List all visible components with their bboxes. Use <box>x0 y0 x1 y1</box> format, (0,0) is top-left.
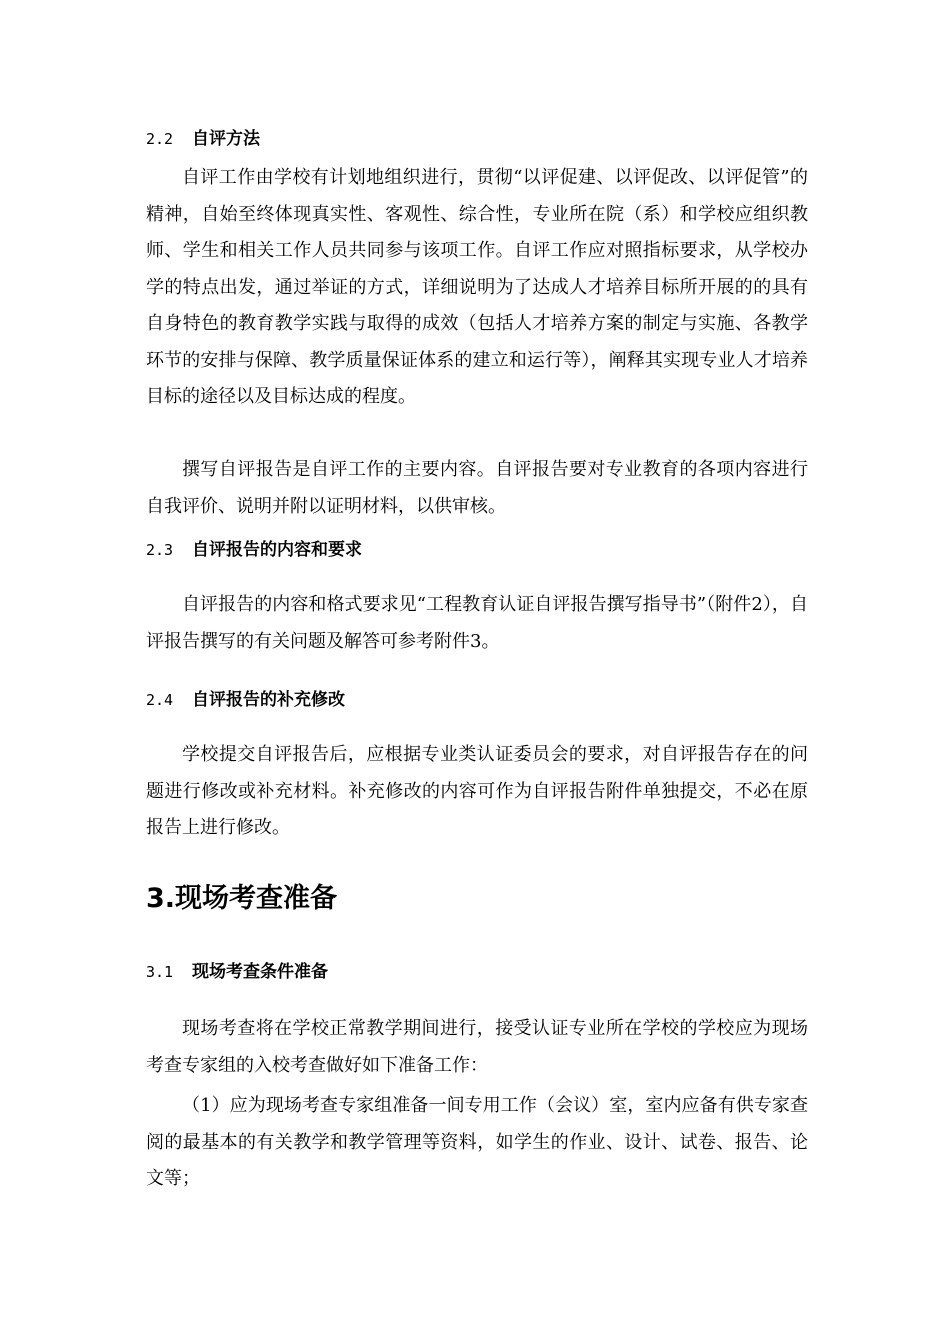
section-title: 现场考查条件准备 <box>192 962 328 982</box>
paragraph-2-2-1: 自评工作由学校有计划地组织进行，贯彻“以评促建、以评促改、以评促管”的精神，自始至终体现真实性、客观性、综合性，专业所在院（系）和学校应组织教师、学生和相关工作人员共同参与该项工作。自评工作应对照指标要求，从学校办学的特点出发，通过举证的方式，详细说明为了达成人才培养目标所开展的的具有自身特色的教育教学实践与取得的成效（包括人才培养方案的制定与实施、各教学环节的安排与保障、教学质量保证体系的建立和运行等），阐释其实现专业人才培养目标的途径以及目标达成的程度。 <box>146 167 808 407</box>
section-number: 2.3 <box>146 541 174 559</box>
paragraph-3-1-2: （1）应为现场考查专家组准备一间专用工作（会议）室，室内应备有供专家查阅的最基本的有关教学和教学管理等资料，如学生的作业、设计、试卷、报告、论文等； <box>146 1095 808 1189</box>
paragraph-2-2-2: 撰写自评报告是自评工作的主要内容。自评报告要对专业教育的各项内容进行自我评价、说明并附以证明材料，以供审核。 <box>146 459 808 517</box>
section-number: 3.1 <box>146 963 174 981</box>
section-heading-3-1 <box>146 961 328 983</box>
paragraph-2-3-1: 自评报告的内容和格式要求见“工程教育认证自评报告撰写指导书”（附件2），自评报告撰写的有关问题及解答可参考附件3。 <box>146 594 808 652</box>
paragraph-2-4-1: 学校提交自评报告后，应根据专业类认证委员会的要求，对自评报告存在的问题进行修改或补充材料。补充修改的内容可作为自评报告附件单独提交，不必在原报告上进行修改。 <box>146 744 808 838</box>
section-number: 2.2 <box>146 130 174 148</box>
section-title: 自评报告的补充修改 <box>192 690 345 710</box>
chapter-heading-3: 3.现场考查准备 <box>146 883 338 914</box>
section-heading-2-3 <box>146 539 362 561</box>
section-title: 自评方法 <box>192 129 260 149</box>
section-number: 2.4 <box>146 691 174 709</box>
paragraph-3-1-1: 现场考查将在学校正常教学期间进行，接受认证专业所在学校的学校应为现场考查专家组的入校考查做好如下准备工作： <box>146 1018 808 1076</box>
section-title: 自评报告的内容和要求 <box>192 540 362 560</box>
section-heading-2-2 <box>146 128 260 150</box>
section-heading-2-4 <box>146 689 345 711</box>
